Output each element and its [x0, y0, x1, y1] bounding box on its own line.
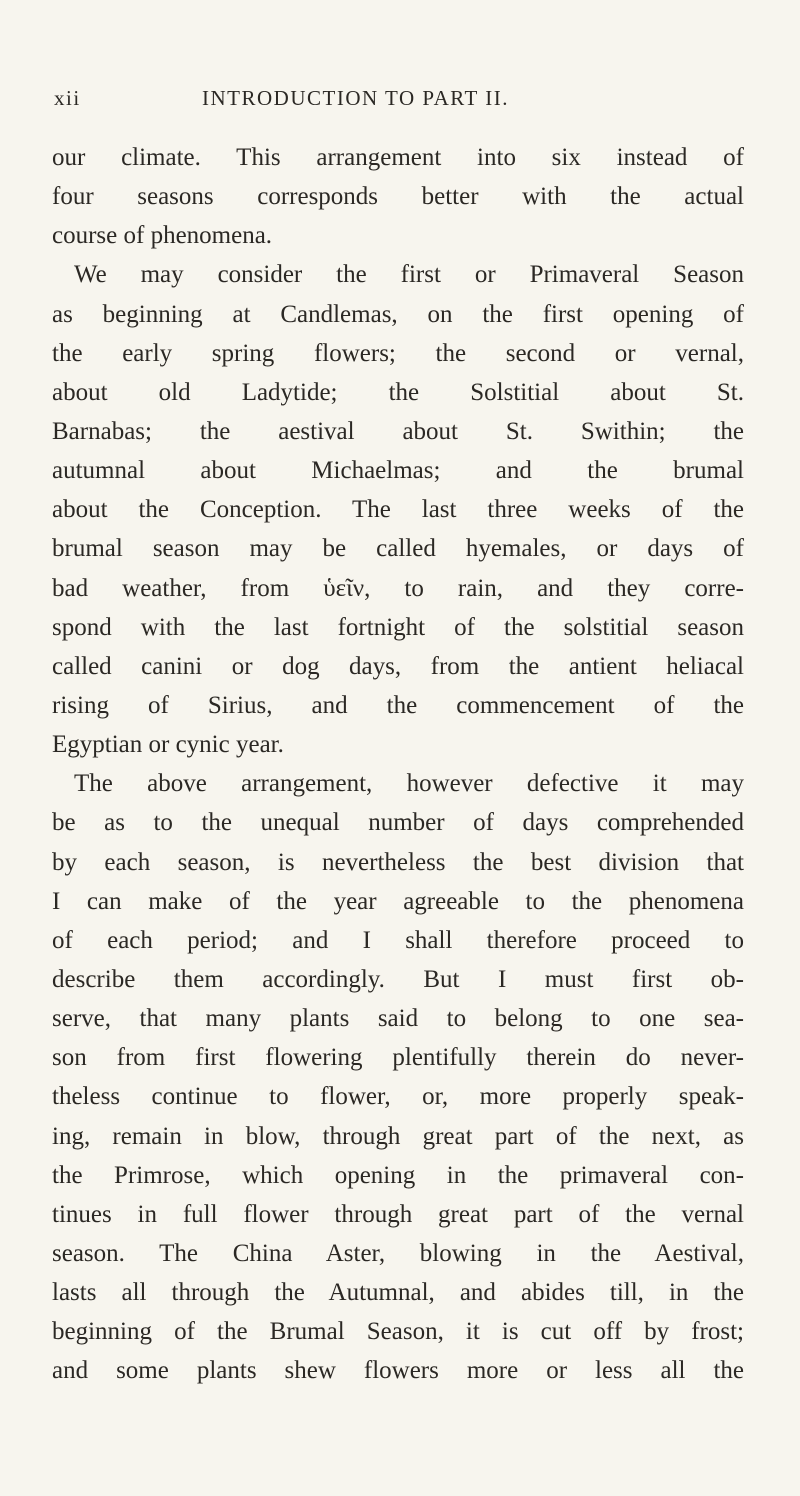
text-line: theless continue to flower, or, more properly speak-: [52, 1083, 744, 1111]
text-line: called canini or dog days, from the antient heliacal: [52, 652, 744, 680]
text-line: Barnabas; the aestival about St. Swithin; the: [52, 417, 744, 445]
body-text: [52, 138, 744, 1391]
text-line: the early spring flowers; the second or vernal,: [52, 339, 744, 367]
text-line: describe them accordingly. But I must first ob-: [52, 965, 744, 993]
text-line: four seasons corresponds better with the actual: [52, 183, 744, 211]
text-line: course of phenomena.: [52, 222, 273, 250]
text-line: We may consider the first or Primaveral Season: [74, 261, 744, 289]
text-line: tinues in full flower through great part of the vernal: [52, 1200, 744, 1228]
text-line: season. The China Aster, blowing in the Aestival,: [52, 1239, 744, 1267]
text-line: about old Ladytide; the Solstitial about St.: [52, 378, 744, 406]
text-line: about the Conception. The last three weeks of the: [52, 496, 744, 524]
text-line: serve, that many plants said to belong to one sea-: [52, 1005, 744, 1033]
text-line: autumnal about Michaelmas; and the brumal: [52, 457, 744, 485]
text-line: by each season, is nevertheless the best division that: [52, 848, 744, 876]
text-line: and some plants shew flowers more or less all the: [52, 1357, 744, 1385]
text-line: be as to the unequal number of days comprehended: [52, 809, 744, 837]
text-line: The above arrangement, however defective it may: [74, 770, 744, 798]
text-line: rising of Sirius, and the commencement of the: [52, 691, 744, 719]
text-line: beginning of the Brumal Season, it is cut off by frost;: [52, 1318, 744, 1346]
running-head-title: INTRODUCTION TO PART II.: [202, 86, 509, 110]
text-line: son from first flowering plentifully therein do never-: [52, 1044, 744, 1072]
text-line: I can make of the year agreeable to the phenomena: [52, 887, 744, 915]
text-line: bad weather, from ὑεῖν, to rain, and they corre-: [52, 574, 744, 602]
text-line: brumal season may be called hyemales, or days of: [52, 535, 744, 563]
text-line: ing, remain in blow, through great part of the next, as: [52, 1122, 744, 1150]
text-line: the Primrose, which opening in the primaveral con-: [52, 1161, 744, 1189]
text-line: our climate. This arrangement into six instead of: [52, 144, 744, 171]
text-line: of each period; and I shall therefore proceed to: [52, 926, 744, 954]
running-head: [54, 86, 744, 116]
text-line: as beginning at Candlemas, on the first opening of: [52, 300, 744, 328]
page-number: xii: [54, 86, 81, 110]
text-line: spond with the last fortnight of the solstitial season: [52, 613, 744, 641]
text-line: lasts all through the Autumnal, and abides till, in the: [52, 1279, 744, 1307]
text-line: Egyptian or cynic year.: [52, 731, 284, 759]
